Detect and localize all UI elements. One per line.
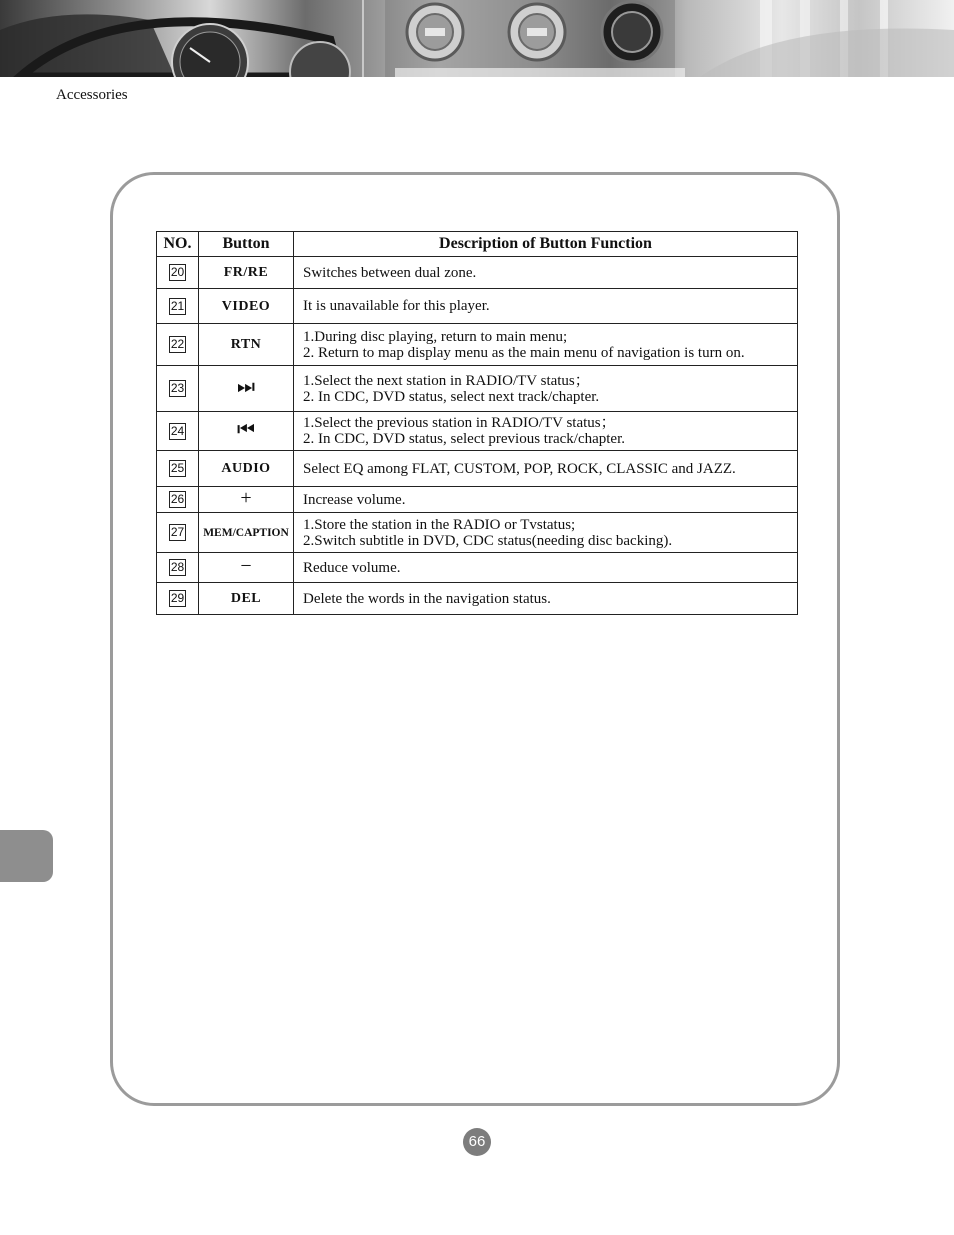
header-banner-image bbox=[0, 0, 954, 77]
description-line: 2.Switch subtitle in DVD, CDC status(needing disc backing). bbox=[303, 532, 673, 549]
description-line: 1.Store the station in the RADIO or Tvstatus; bbox=[303, 516, 576, 533]
row-number: 25 bbox=[170, 461, 185, 475]
chapter-side-tab bbox=[0, 830, 53, 882]
table-row bbox=[157, 513, 798, 553]
button-name: RTN bbox=[230, 337, 262, 352]
table-row bbox=[157, 487, 798, 513]
description-line: Select EQ among FLAT, CUSTOM, POP, ROCK, CLASSIC and JAZZ. bbox=[303, 460, 736, 477]
row-number: 23 bbox=[170, 381, 185, 395]
description-line: Reduce volume. bbox=[303, 559, 401, 576]
row-number: 27 bbox=[170, 525, 185, 539]
row-number: 21 bbox=[170, 298, 185, 313]
description-line: It is unavailable for this player. bbox=[303, 298, 490, 314]
row-number: 22 bbox=[170, 337, 185, 351]
description-line: 1.During disc playing, return to main menu; bbox=[303, 328, 568, 345]
button-name: MEM/CAPTION bbox=[203, 527, 289, 539]
description-line: Delete the words in the navigation status. bbox=[303, 590, 551, 607]
page-number-badge: 66 bbox=[463, 1128, 491, 1156]
button-name: FR/RE bbox=[223, 265, 269, 280]
column-header-no: NO. bbox=[157, 232, 199, 257]
section-label: Accessories bbox=[56, 87, 128, 103]
button-name: VIDEO bbox=[221, 298, 271, 314]
button-name: AUDIO bbox=[221, 461, 271, 476]
description-line: 1.Select the next station in RADIO/TV status； bbox=[303, 372, 590, 389]
next-track-icon: ⏭ bbox=[237, 376, 255, 398]
plus-icon: + bbox=[240, 487, 252, 509]
table-row bbox=[157, 451, 798, 487]
table-row bbox=[157, 412, 798, 451]
description-line: 2. In CDC, DVD status, select next track/chapter. bbox=[303, 388, 600, 405]
previous-track-icon: ⏮ bbox=[237, 418, 255, 441]
description-line: 2. In CDC, DVD status, select previous track/chapter. bbox=[303, 431, 626, 447]
row-number: 28 bbox=[170, 560, 185, 574]
table-row bbox=[157, 257, 798, 289]
description-line: Switches between dual zone. bbox=[303, 264, 477, 281]
description-line: Increase volume. bbox=[303, 491, 406, 508]
column-header-description: Description of Button Function bbox=[294, 232, 798, 257]
table-row bbox=[157, 366, 798, 412]
row-number: 26 bbox=[170, 492, 185, 506]
row-number: 29 bbox=[170, 591, 185, 605]
minus-icon: − bbox=[240, 555, 252, 577]
button-name: DEL bbox=[230, 591, 262, 606]
row-number: 20 bbox=[170, 265, 185, 279]
button-function-table bbox=[156, 231, 798, 615]
table-row bbox=[157, 289, 798, 324]
column-header-button: Button bbox=[199, 232, 294, 257]
table-header-row bbox=[157, 232, 798, 257]
table-row bbox=[157, 553, 798, 583]
description-line: 1.Select the previous station in RADIO/TV status； bbox=[303, 415, 616, 431]
dashboard-photo-illustration bbox=[0, 0, 954, 77]
table-row bbox=[157, 324, 798, 366]
row-number: 24 bbox=[170, 423, 185, 438]
table-row bbox=[157, 583, 798, 615]
description-line: 2. Return to map display menu as the main menu of navigation is turn on. bbox=[303, 344, 745, 361]
